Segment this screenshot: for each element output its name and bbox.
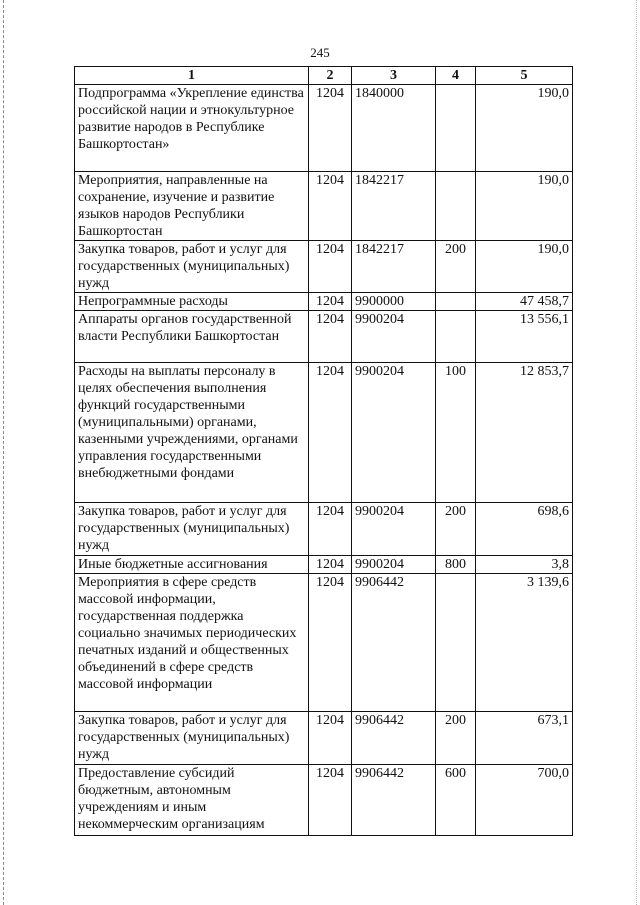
row-expense-type — [436, 311, 476, 363]
header-row — [75, 67, 573, 85]
row-section-code: 1204 — [309, 85, 352, 172]
header-col-1: 1 — [75, 67, 309, 85]
row-section-code: 1204 — [309, 293, 352, 311]
table-row — [75, 765, 573, 836]
row-target-article: 1842217 — [352, 241, 436, 293]
header-col-4: 4 — [436, 67, 476, 85]
row-section-code: 1204 — [309, 574, 352, 712]
scan-edge-left — [3, 0, 6, 905]
row-target-article: 9900204 — [352, 311, 436, 363]
row-name: Иные бюджетные ассигнования — [75, 556, 309, 574]
table-body — [75, 85, 573, 836]
row-expense-type — [436, 293, 476, 311]
row-name: Подпрограмма «Укрепление единства российской нации и этнокультурное развитие народов в Республике Башкортостан» — [75, 85, 309, 172]
row-amount: 47 458,7 — [476, 293, 573, 311]
row-expense-type: 200 — [436, 712, 476, 765]
table-row — [75, 241, 573, 293]
row-section-code: 1204 — [309, 363, 352, 503]
row-section-code: 1204 — [309, 311, 352, 363]
row-section-code: 1204 — [309, 503, 352, 556]
row-expense-type: 600 — [436, 765, 476, 836]
row-name: Расходы на выплаты персоналу в целях обеспечения выполнения функций государственными (муниципальными) органами, казенными учреждениями, органами управления государственными внебюджетными фондами — [75, 363, 309, 503]
row-expense-type: 200 — [436, 241, 476, 293]
row-amount: 190,0 — [476, 172, 573, 241]
row-amount: 12 853,7 — [476, 363, 573, 503]
row-section-code: 1204 — [309, 712, 352, 765]
row-expense-type: 200 — [436, 503, 476, 556]
row-section-code: 1204 — [309, 241, 352, 293]
row-expense-type: 100 — [436, 363, 476, 503]
row-name: Аппараты органов государственной власти Республики Башкортостан — [75, 311, 309, 363]
row-amount: 13 556,1 — [476, 311, 573, 363]
row-amount: 673,1 — [476, 712, 573, 765]
page-number: 245 — [310, 45, 330, 60]
header-col-3: 3 — [352, 67, 436, 85]
row-amount: 700,0 — [476, 765, 573, 836]
table-row — [75, 363, 573, 503]
table-row — [75, 85, 573, 172]
table-row — [75, 293, 573, 311]
row-expense-type — [436, 85, 476, 172]
row-name: Непрограммные расходы — [75, 293, 309, 311]
row-target-article: 9906442 — [352, 765, 436, 836]
row-amount: 3,8 — [476, 556, 573, 574]
row-name: Закупка товаров, работ и услуг для государственных (муниципальных) нужд — [75, 712, 309, 765]
row-amount: 190,0 — [476, 241, 573, 293]
row-target-article: 1842217 — [352, 172, 436, 241]
row-target-article: 9900204 — [352, 503, 436, 556]
table-header — [75, 67, 573, 85]
row-target-article: 1840000 — [352, 85, 436, 172]
row-target-article: 9906442 — [352, 574, 436, 712]
budget-table — [74, 66, 573, 836]
row-expense-type — [436, 574, 476, 712]
row-name: Мероприятия в сфере средств массовой информации, государственная поддержка социально значимых периодических печатных изданий и общественных объединений в сфере средств массовой информации — [75, 574, 309, 712]
row-section-code: 1204 — [309, 765, 352, 836]
table-row — [75, 311, 573, 363]
row-expense-type — [436, 172, 476, 241]
row-name: Закупка товаров, работ и услуг для государственных (муниципальных) нужд — [75, 503, 309, 556]
row-target-article: 9906442 — [352, 712, 436, 765]
table-row — [75, 503, 573, 556]
row-section-code: 1204 — [309, 556, 352, 574]
row-amount: 3 139,6 — [476, 574, 573, 712]
table-row — [75, 712, 573, 765]
row-target-article: 9900204 — [352, 556, 436, 574]
row-amount: 698,6 — [476, 503, 573, 556]
table-row — [75, 556, 573, 574]
row-section-code: 1204 — [309, 172, 352, 241]
scan-edge-right — [634, 0, 637, 905]
header-col-5: 5 — [476, 67, 573, 85]
row-name: Мероприятия, направленные на сохранение, изучение и развитие языков народов Республики Башкортостан — [75, 172, 309, 241]
row-amount: 190,0 — [476, 85, 573, 172]
header-col-2: 2 — [309, 67, 352, 85]
row-name: Предоставление субсидий бюджетным, автономным учреждениям и иным некоммерческим организациям — [75, 765, 309, 836]
table-row — [75, 172, 573, 241]
row-name: Закупка товаров, работ и услуг для государственных (муниципальных) нужд — [75, 241, 309, 293]
row-target-article: 9900204 — [352, 363, 436, 503]
row-expense-type: 800 — [436, 556, 476, 574]
row-target-article: 9900000 — [352, 293, 436, 311]
table-row — [75, 574, 573, 712]
